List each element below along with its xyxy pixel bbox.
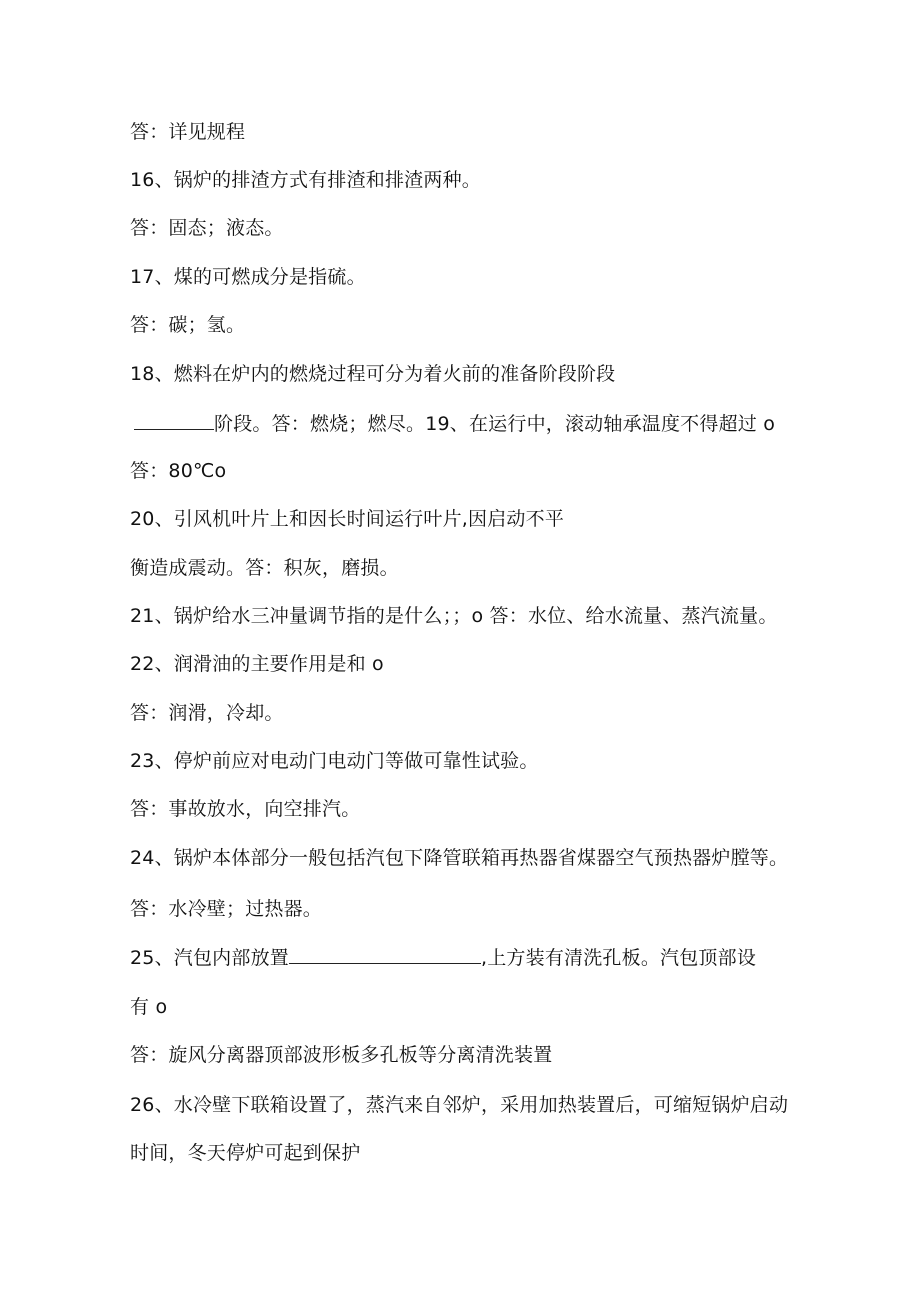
question-24: 24、锅炉本体部分一般包括汽包下降管联箱再热器省煤器空气预热器炉膛等。 (130, 847, 789, 869)
fill-in-blank (289, 945, 481, 964)
answer-line: 答：固态；液态。 (130, 217, 284, 239)
question-26-continued: 时间，冬天停炉可起到保护 (130, 1142, 361, 1164)
question-25-continued: 有 o (130, 996, 168, 1018)
question-25 (130, 945, 756, 970)
line-text: 25、汽包内部放置 (130, 947, 289, 969)
question-18: 18、燃料在炉内的燃烧过程可分为着火前的准备阶段阶段 (130, 363, 616, 385)
question-18-19-line (134, 411, 775, 436)
question-20-continued: 衡造成震动。答：积灰，磨损。 (130, 557, 399, 579)
question-23: 23、停炉前应对电动门电动门等做可靠性试验。 (130, 750, 539, 772)
question-20: 20、引风机叶片上和因长时间运行叶片,因启动不平 (130, 508, 565, 530)
question-22: 22、润滑油的主要作用是和 o (130, 653, 384, 675)
answer-line: 答：80℃o (130, 460, 227, 482)
answer-line: 答：事故放水，向空排汽。 (130, 798, 361, 820)
fill-in-blank (134, 411, 214, 430)
answer-line: 答：润滑，冷却。 (130, 702, 284, 724)
line-text: ,上方装有清洗孔板。汽包顶部设 (480, 947, 757, 969)
answer-line: 答：详见规程 (130, 121, 246, 143)
question-16: 16、锅炉的排渣方式有排渣和排渣两种。 (130, 169, 481, 191)
line-text: 阶段。答：燃烧；燃尽。19、在运行中，滚动轴承温度不得超过 o (214, 413, 776, 435)
answer-line: 答：水冷壁；过热器。 (130, 898, 323, 920)
answer-line: 答：旋风分离器顶部波形板多孔板等分离清洗装置 (130, 1044, 553, 1066)
question-17: 17、煤的可燃成分是指硫。 (130, 266, 366, 288)
answer-line: 答：碳；氢。 (130, 314, 246, 336)
question-26: 26、水冷壁下联箱设置了，蒸汽来自邻炉，采用加热装置后，可缩短锅炉启动 (130, 1094, 789, 1116)
question-21: 21、锅炉给水三冲量调节指的是什么；；o 答：水位、给水流量、蒸汽流量。 (130, 605, 778, 627)
